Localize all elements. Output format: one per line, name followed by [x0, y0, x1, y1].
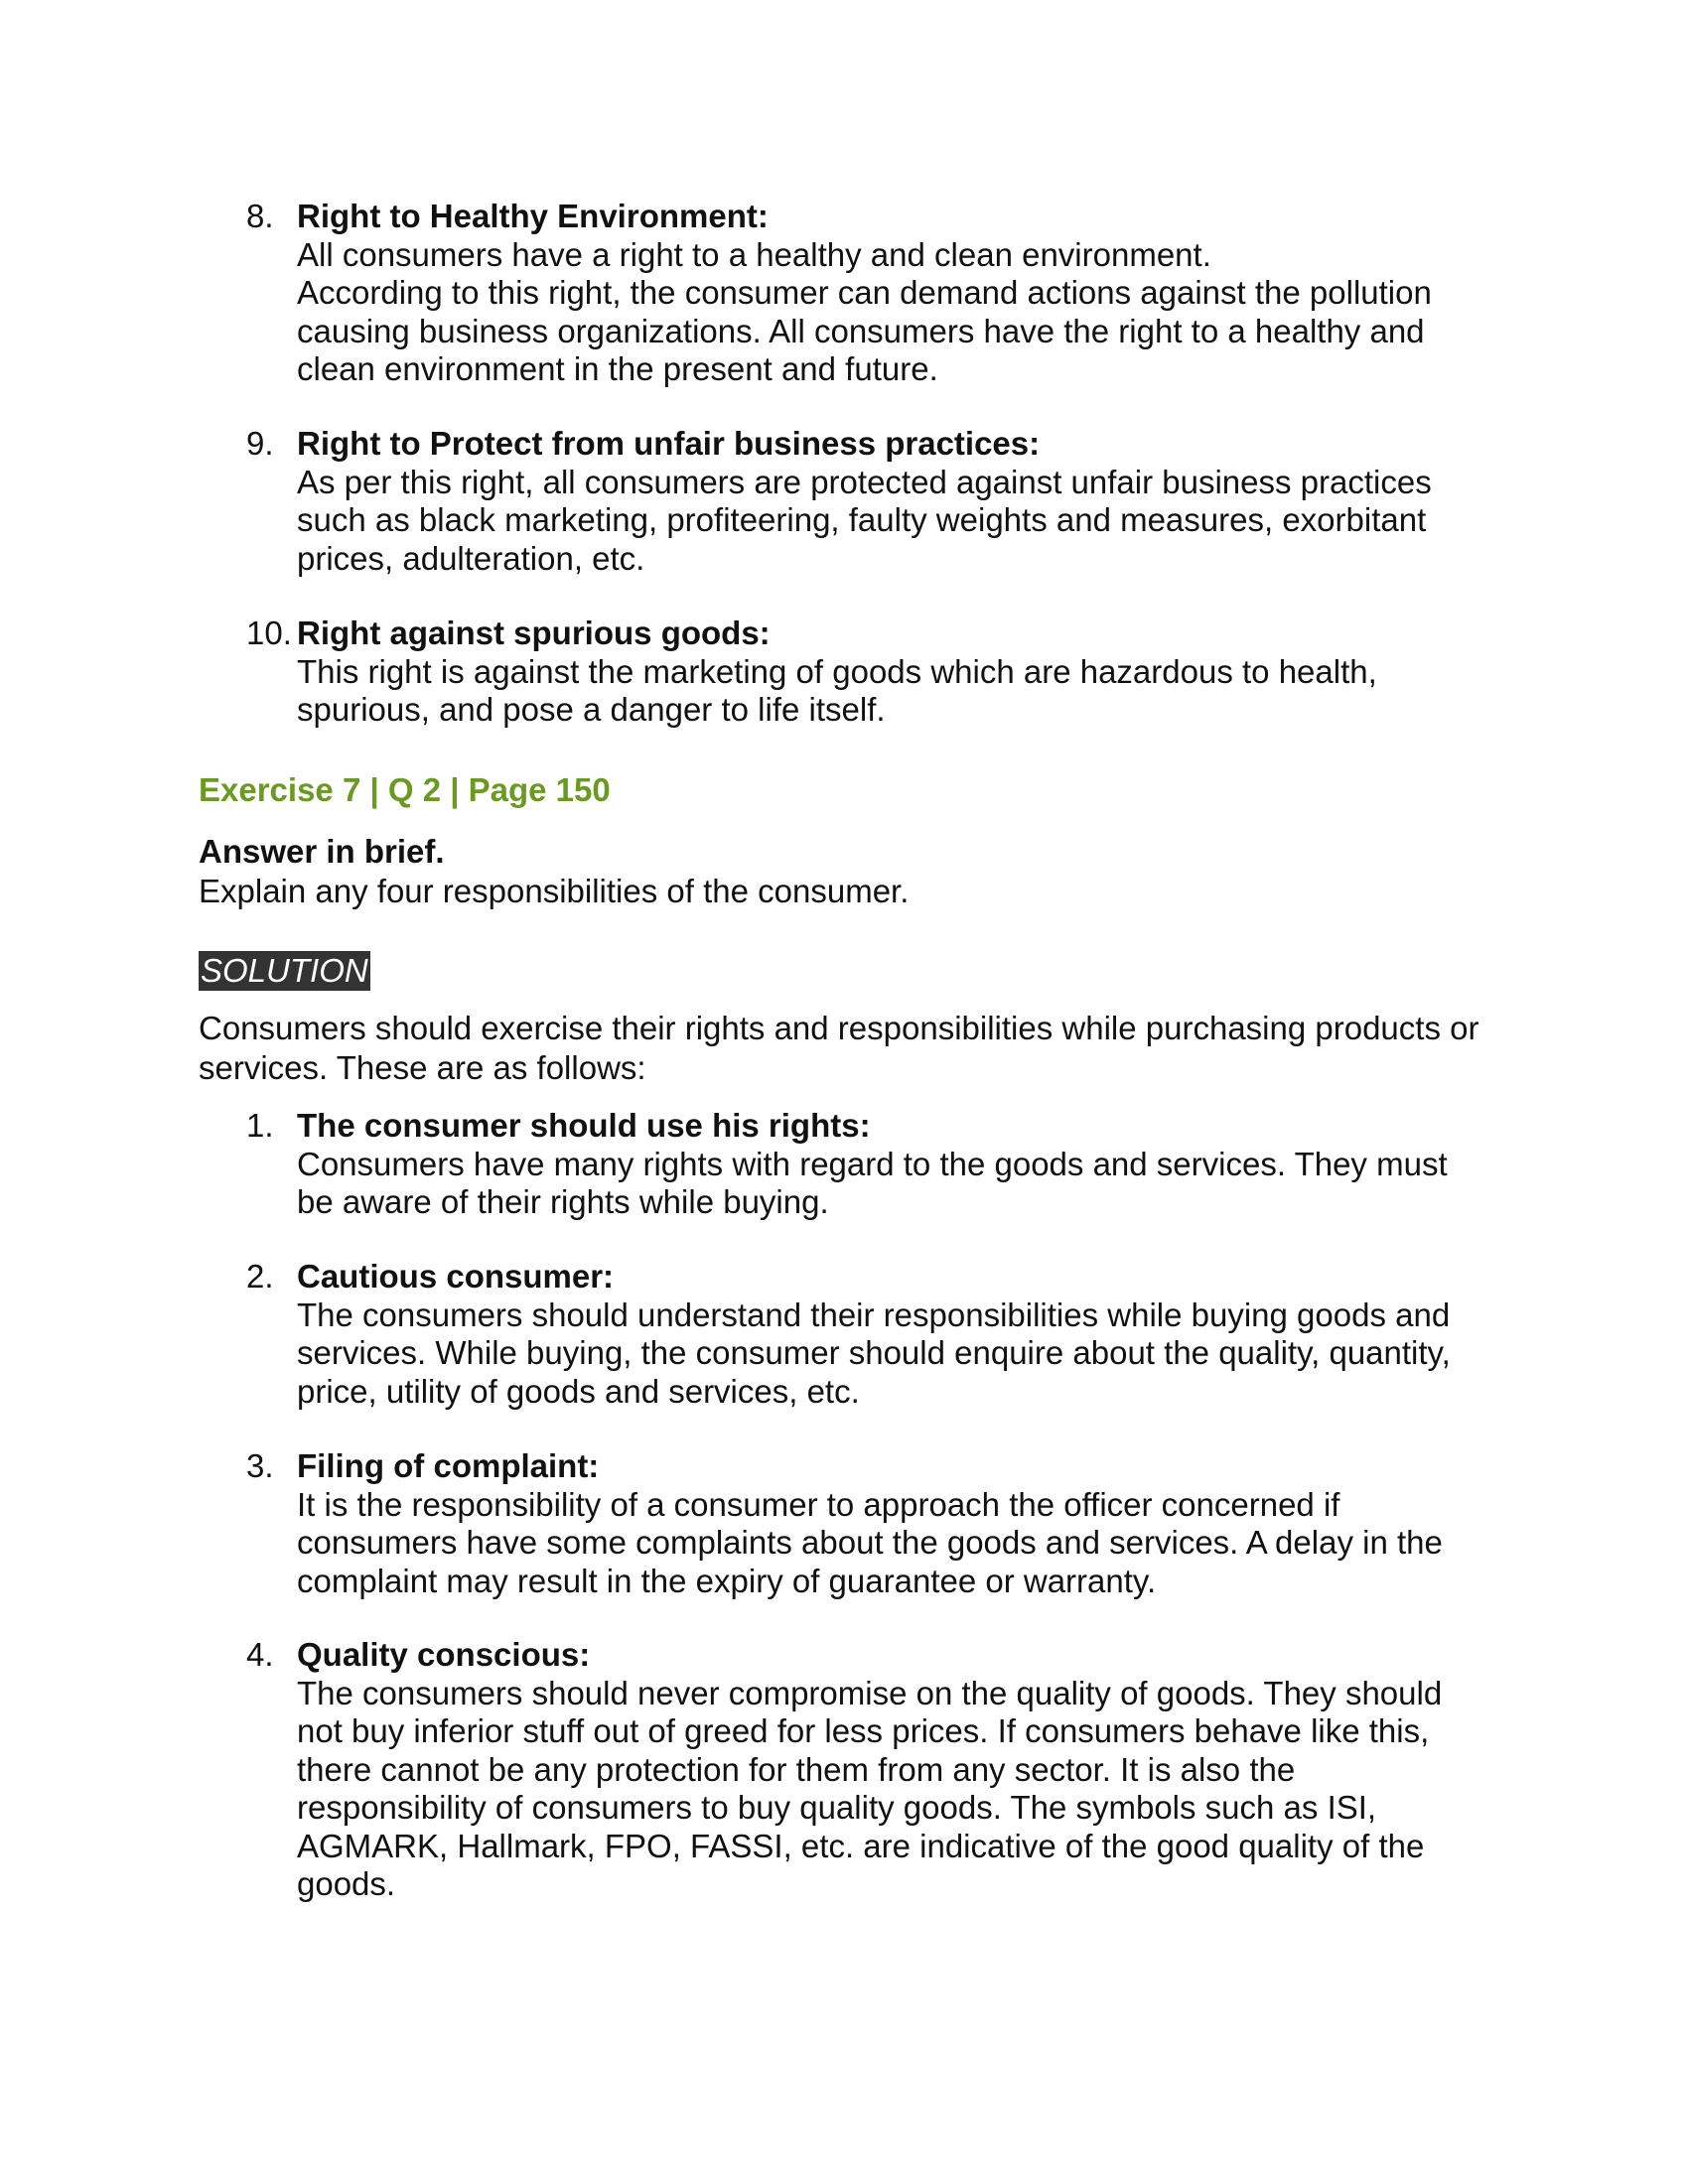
question-text: Explain any four responsibilities of the consumer.	[199, 873, 910, 909]
item-title: Right to Healthy Environment:	[297, 198, 769, 234]
item-number: 2.	[246, 1258, 274, 1295]
responsibility-item-2	[246, 1258, 1477, 1411]
question-type: Answer in brief.	[199, 833, 445, 870]
item-title: Filing of complaint:	[297, 1447, 600, 1484]
item-text: The consumers should never compromise on the quality of goods. They should not buy inferior stuff out of greed for less prices. If consumers behave like this, there cannot be any protection for them from any sector. It is also the responsibility of consumers to buy quality goods. The symbols such as ISI, AGMARK, Hallmark, FPO, FASSI, etc. are indicative of the good quality of the goods.	[297, 1674, 1443, 1902]
solution-tag-block	[199, 951, 1479, 991]
solution-intro-block	[199, 1009, 1479, 1088]
exercise-header: Exercise 7 | Q 2 | Page 150	[199, 771, 611, 808]
responsibility-item-3	[246, 1447, 1477, 1600]
item-text: All consumers have a right to a healthy and clean environment.	[297, 235, 1211, 273]
right-item-10	[246, 614, 1477, 730]
item-number: 10.	[246, 614, 292, 651]
right-item-9	[246, 425, 1477, 578]
item-text: The consumers should understand their responsibilities while buying goods and services. While buying, the consumer should enquire about the quality, quantity, price, utility of goods and services, etc.	[297, 1296, 1451, 1410]
item-title: Right to Protect from unfair business practices:	[297, 425, 1041, 462]
exercise-header-block	[199, 770, 1479, 810]
item-number: 3.	[246, 1447, 274, 1484]
item-text: This right is against the marketing of goods which are hazardous to health, spurious, and pose a danger to life itself.	[297, 652, 1377, 728]
item-text: As per this right, all consumers are protected against unfair business practices such as black marketing, profiteering, faulty weights and measures, exorbitant prices, adulteration, etc.	[297, 463, 1432, 577]
item-number: 4.	[246, 1636, 274, 1673]
responsibility-item-1	[246, 1107, 1477, 1222]
item-text: It is the responsibility of a consumer to approach the officer concerned if consumers have some complaints about the goods and services. A delay in the complaint may result in the expiry of guarantee or warranty.	[297, 1485, 1443, 1599]
responsibility-item-4	[246, 1636, 1477, 1904]
item-number: 8.	[246, 198, 274, 234]
item-number: 1.	[246, 1107, 274, 1144]
item-title: Cautious consumer:	[297, 1258, 615, 1295]
item-number: 9.	[246, 425, 274, 462]
item-title: Right against spurious goods:	[297, 614, 771, 651]
item-text: Consumers have many rights with regard to the goods and services. They must be aware of their rights while buying.	[297, 1145, 1448, 1220]
question-block	[199, 832, 1479, 911]
item-title: The consumer should use his rights:	[297, 1107, 871, 1144]
right-item-8	[246, 198, 1477, 389]
item-title: Quality conscious:	[297, 1636, 591, 1673]
solution-label: SOLUTION	[201, 952, 368, 989]
solution-intro: Consumers should exercise their rights and responsibilities while purchasing products or services. These are as follows:	[199, 1010, 1479, 1086]
item-text: According to this right, the consumer can demand actions against the pollution causing business organizations. All consumers have the right to a healthy and clean environment in the present and future.	[297, 274, 1432, 387]
